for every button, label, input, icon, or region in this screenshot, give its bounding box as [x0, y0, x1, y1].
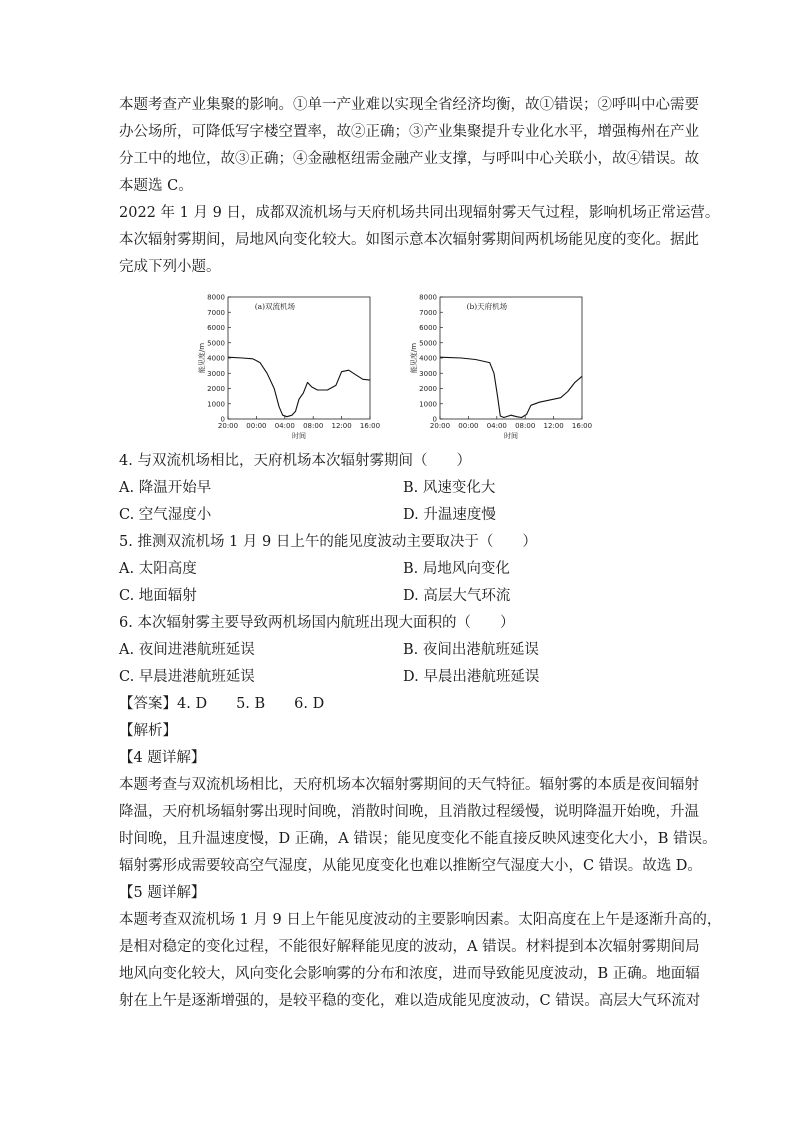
chart-shuangliu-svg	[198, 290, 388, 442]
chart-tianfu-x-tick-label: 12:00	[543, 422, 564, 430]
question-4-option-b[interactable]: B. 风速变化大	[403, 480, 496, 496]
detail-4-line-1: 本题考查与双流机场相比，天府机场本次辐射雾期间的天气特征。辐射雾的本质是夜间辐射	[119, 777, 699, 793]
passage-line-2: 本次辐射雾期间，局地风向变化较大。如图示意本次辐射雾期间两机场能见度的变化。据此	[119, 232, 699, 248]
question-5-option-b[interactable]: B. 局地风向变化	[403, 561, 510, 577]
question-6-option-d[interactable]: D. 早晨出港航班延误	[403, 669, 540, 685]
detail-5-label: 【5 题详解】	[119, 885, 206, 901]
chart-tianfu-svg	[410, 290, 600, 442]
detail-4-line-3: 时间晚，且升温速度慢，D 正确，A 错误；能见度变化不能直接反映风速变化大小，B 错误。	[119, 831, 717, 847]
chart-shuangliu-title: (a)双流机场	[254, 302, 296, 311]
passage-line-1: 2022 年 1 月 9 日，成都双流机场与天府机场共同出现辐射雾天气过程，影响机场正常运营。	[119, 205, 720, 221]
chart-shuangliu-y-tick-label: 2000	[207, 385, 225, 393]
chart-shuangliu-y-tick-label: 1000	[207, 400, 225, 409]
chart-shuangliu-x-axis-label: 时间	[292, 432, 306, 440]
chart-tianfu-x-tick-label: 16:00	[571, 422, 593, 430]
chart-shuangliu-x-tick-label: 00:00	[246, 422, 267, 430]
question-4-stem: 4. 与双流机场相比，天府机场本次辐射雾期间（ ）	[119, 453, 471, 469]
chart-tianfu-y-tick-label: 0	[432, 415, 437, 424]
detail-4-label: 【4 题详解】	[119, 750, 206, 766]
question-5-option-a[interactable]: A. 太阳高度	[119, 561, 197, 577]
passage-line-3: 完成下列小题。	[119, 259, 221, 275]
chart-shuangliu-y-tick-label: 6000	[207, 324, 225, 332]
chart-tianfu-x-axis-label: 时间	[504, 432, 518, 440]
chart-tianfu-y-tick-label: 4000	[419, 354, 437, 363]
analysis-label: 【解析】	[119, 723, 177, 739]
chart-tianfu-x-tick-label: 20:00	[429, 422, 451, 430]
chart-tianfu-x-tick-label: 08:00	[515, 422, 536, 430]
question-5-option-d[interactable]: D. 高层大气环流	[403, 588, 511, 604]
question-5-option-c[interactable]: C. 地面辐射	[119, 588, 197, 604]
chart-shuangliu-x-tick-label: 12:00	[331, 422, 352, 430]
question-6-stem: 6. 本次辐射雾主要导致两机场国内航班出现大面积的（ ）	[119, 615, 515, 631]
question-6-option-b[interactable]: B. 夜间出港航班延误	[403, 642, 539, 658]
detail-5-line-3: 地风向变化较大，风向变化会影响雾的分布和浓度，进而导致能见度波动，B 正确。地面辐	[119, 966, 700, 982]
detail-5-line-4: 射在上午是逐渐增强的，是较平稳的变化，难以造成能见度波动，C 错误。高层大气环流对	[119, 993, 701, 1009]
chart-tianfu-y-tick-label: 3000	[419, 369, 437, 378]
chart-tianfu-y-tick-label: 7000	[419, 308, 437, 317]
question-6-option-c[interactable]: C. 早晨进港航班延误	[119, 669, 255, 685]
question-6-option-a[interactable]: A. 夜间进港航班延误	[119, 642, 255, 658]
question-5-stem: 5. 推测双流机场 1 月 9 日上午的能见度波动主要取决于（ ）	[119, 534, 537, 550]
detail-5-line-1: 本题考查双流机场 1 月 9 日上午能见度波动的主要影响因素。太阳高度在上午是逐渐升高的，	[119, 912, 722, 928]
chart-tianfu-x-tick-label: 00:00	[458, 422, 479, 430]
question-4-option-a[interactable]: A. 降温开始早	[119, 480, 212, 496]
detail-5-line-2: 是相对稳定的变化过程，不能很好解释能见度的波动，A 错误。材料提到本次辐射雾期间局	[119, 939, 700, 955]
chart-shuangliu	[198, 290, 388, 442]
chart-tianfu-y-axis-label: 能见度/m	[410, 342, 418, 374]
chart-tianfu-y-tick-label: 6000	[419, 324, 437, 332]
chart-shuangliu-x-tick-label: 16:00	[359, 422, 381, 430]
chart-tianfu-y-tick-label: 8000	[419, 293, 437, 302]
detail-4-line-4: 辐射雾形成需要较高空气湿度，从能见度变化也难以推断空气湿度大小，C 错误。故选 D。	[119, 858, 702, 874]
chart-tianfu-y-tick-label: 1000	[419, 400, 437, 409]
intro-line-1: 本题考查产业集聚的影响。①单一产业难以实现全省经济均衡，故①错误；②呼叫中心需要	[119, 97, 699, 113]
chart-tianfu-y-tick-label: 5000	[419, 339, 437, 348]
chart-shuangliu-y-tick-label: 8000	[207, 293, 225, 302]
chart-shuangliu-y-tick-label: 7000	[207, 308, 225, 317]
chart-shuangliu-y-axis-label: 能见度/m	[198, 342, 206, 374]
question-4-option-d[interactable]: D. 升温速度慢	[403, 507, 496, 523]
chart-shuangliu-x-tick-label: 20:00	[217, 422, 239, 430]
intro-line-2: 办公场所，可降低写字楼空置率，故②正确；③产业集聚提升专业化水平，增强梅州在产业	[119, 124, 699, 140]
intro-line-3: 分工中的地位，故③正确；④金融枢纽需金融产业支撑，与呼叫中心关联小，故④错误。故	[119, 151, 699, 167]
intro-line-4: 本题选 C。	[119, 178, 193, 194]
chart-shuangliu-y-tick-label: 4000	[207, 354, 225, 363]
chart-tianfu	[410, 290, 600, 442]
answer-line: 【答案】4. D 5. B 6. D	[119, 696, 325, 712]
chart-shuangliu-x-tick-label: 04:00	[274, 422, 295, 430]
chart-tianfu-y-tick-label: 2000	[419, 385, 437, 393]
chart-tianfu-visibility-line	[440, 357, 582, 417]
detail-4-line-2: 降温，天府机场辐射雾出现时间晚，消散时间晚，且消散过程缓慢，说明降温开始晚，升温	[119, 804, 699, 820]
chart-shuangliu-visibility-line	[228, 357, 370, 417]
chart-tianfu-title: (b)天府机场	[466, 302, 508, 311]
chart-shuangliu-x-tick-label: 08:00	[303, 422, 324, 430]
chart-shuangliu-y-tick-label: 3000	[207, 369, 225, 378]
chart-shuangliu-y-tick-label: 5000	[207, 339, 225, 348]
chart-shuangliu-y-tick-label: 0	[220, 415, 225, 424]
question-4-option-c[interactable]: C. 空气湿度小	[119, 507, 212, 523]
chart-tianfu-x-tick-label: 04:00	[486, 422, 507, 430]
